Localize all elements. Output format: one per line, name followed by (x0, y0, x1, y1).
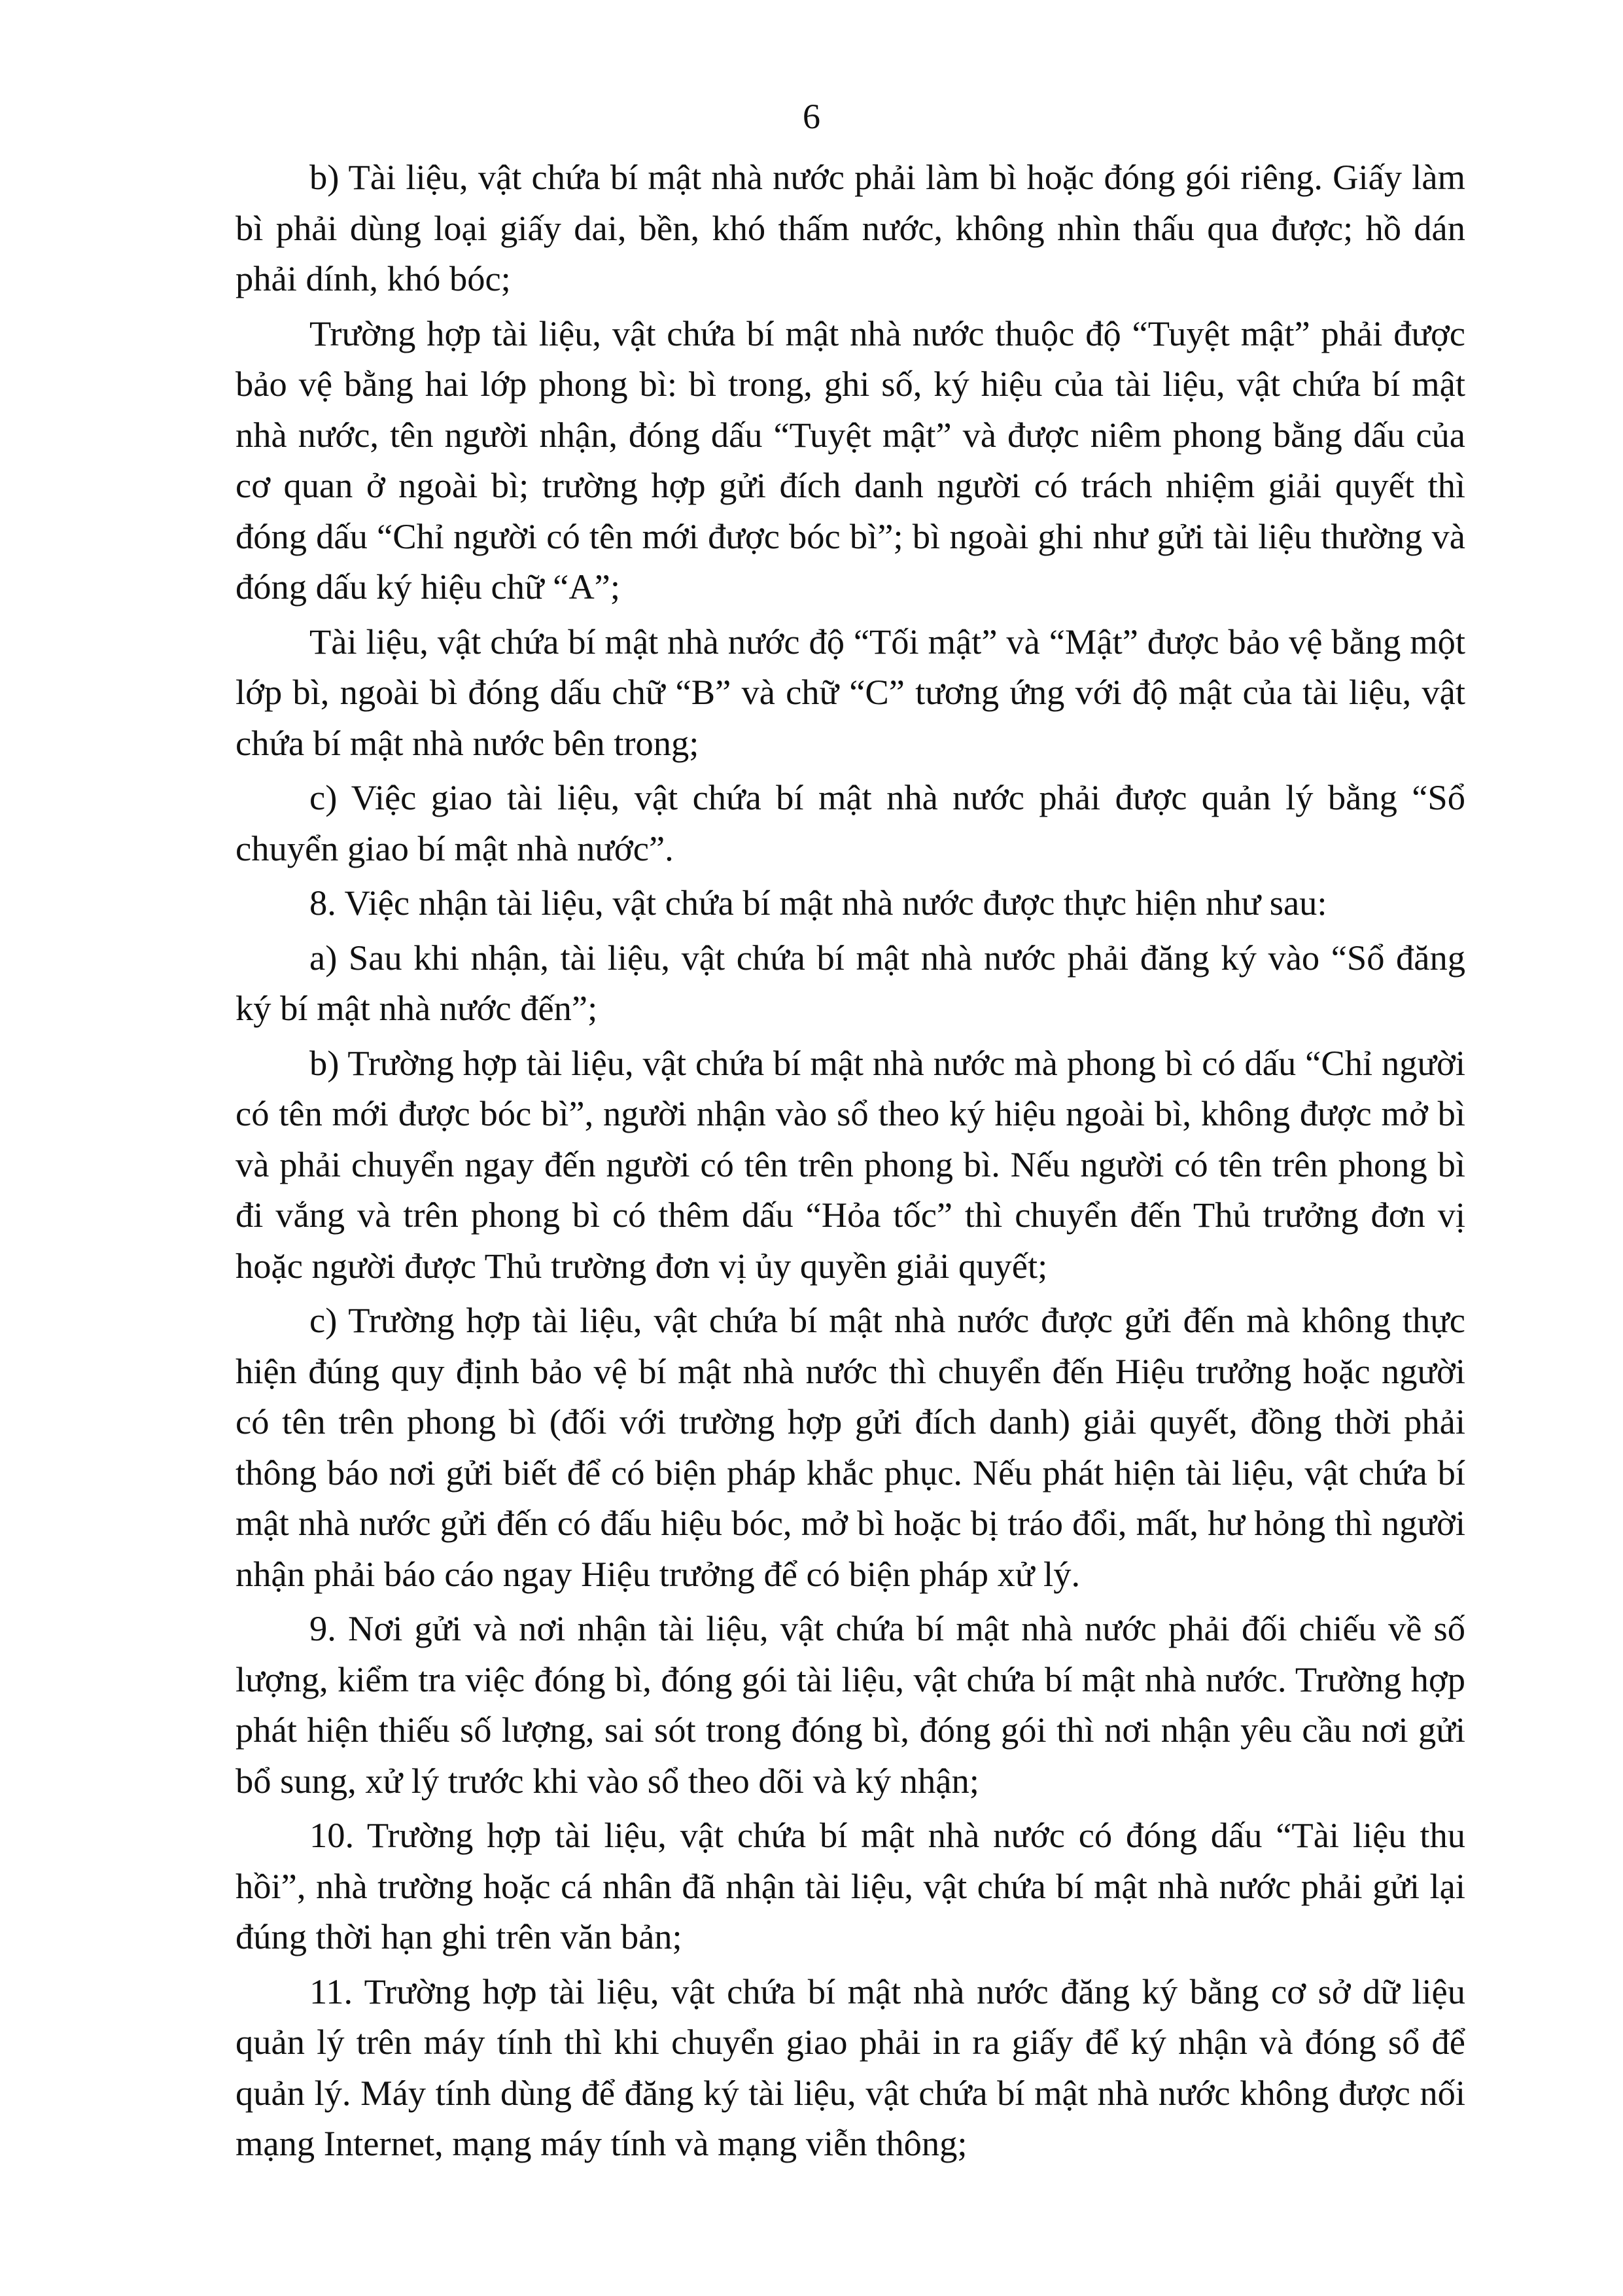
document-body (236, 152, 1465, 2169)
paragraph-9: 9. Nơi gửi và nơi nhận tài liệu, vật chứa bí mật nhà nước phải đối chiếu về số lượng, kiểm tra việc đóng bì, đóng gói tài liệu, vật chứa bí mật nhà nước. Trường hợp phát hiện thiếu số lượng, sai sót trong đóng bì, đóng gói thì nơi nhận yêu cầu nơi gửi bổ sung, xử lý trước khi vào sổ theo dõi và ký nhận; (236, 1608, 1465, 1801)
paragraph-toi-mat: Tài liệu, vật chứa bí mật nhà nước độ “Tối mật” và “Mật” được bảo vệ bằng một lớp bì, ngoài bì đóng dấu chữ “B” và chữ “C” tương ứng với độ mật của tài liệu, vật chứa bí mật nhà nước bên trong; (236, 621, 1465, 763)
paragraph-11: 11. Trường hợp tài liệu, vật chứa bí mật nhà nước đăng ký bằng cơ sở dữ liệu quản lý trên máy tính thì khi chuyển giao phải in ra giấy để ký nhận và đóng sổ để quản lý. Máy tính dùng để đăng ký tài liệu, vật chứa bí mật nhà nước không được nối mạng Internet, mạng máy tính và mạng viễn thông; (236, 1971, 1465, 2163)
paragraph-8c: c) Trường hợp tài liệu, vật chứa bí mật nhà nước được gửi đến mà không thực hiện đúng quy định bảo vệ bí mật nhà nước thì chuyển đến Hiệu trưởng hoặc người có tên trên phong bì (đối với trường hợp gửi đích danh) giải quyết, đồng thời phải thông báo nơi gửi biết để có biện pháp khắc phục. Nếu phát hiện tài liệu, vật chứa bí mật nhà nước gửi đến có đấu hiệu bóc, mở bì hoặc bị tráo đổi, mất, hư hỏng thì người nhận phải báo cáo ngay Hiệu trưởng để có biện pháp xử lý. (236, 1300, 1465, 1594)
paragraph-7b: b) Tài liệu, vật chứa bí mật nhà nước phải làm bì hoặc đóng gói riêng. Giấy làm bì phải dùng loại giấy dai, bền, khó thấm nước, không nhìn thấu qua được; hồ dán phải dính, khó bóc; (236, 157, 1465, 298)
paragraph-8b: b) Trường hợp tài liệu, vật chứa bí mật nhà nước mà phong bì có dấu “Chỉ người có tên mới được bóc bì”, người nhận vào sổ theo ký hiệu ngoài bì, không được mở bì và phải chuyển ngay đến người có tên trên phong bì. Nếu người có tên trên phong bì đi vắng và trên phong bì có thêm dấu “Hỏa tốc” thì chuyển đến Thủ trưởng đơn vị hoặc người được Thủ trường đơn vị ủy quyền giải quyết; (236, 1042, 1465, 1286)
paragraph-7c: c) Việc giao tài liệu, vật chứa bí mật nhà nước phải được quản lý bằng “Sổ chuyển giao bí mật nhà nước”. (236, 777, 1465, 868)
page-number: 6 (803, 97, 820, 136)
paragraph-tuyet-mat: Trường hợp tài liệu, vật chứa bí mật nhà nước thuộc độ “Tuyệt mật” phải được bảo vệ bằng hai lớp phong bì: bì trong, ghi số, ký hiệu của tài liệu, vật chứa bí mật nhà nước, tên người nhận, đóng dấu “Tuyệt mật” và được niêm phong bằng dấu của cơ quan ở ngoài bì; trường hợp gửi đích danh người có trách nhiệm giải quyết thì đóng dấu “Chỉ người có tên mới được bóc bì”; bì ngoài ghi như gửi tài liệu thường và đóng dấu ký hiệu chữ “A”; (236, 313, 1465, 607)
paragraph-8: 8. Việc nhận tài liệu, vật chứa bí mật nhà nước được thực hiện như sau: (309, 883, 1327, 923)
paragraph-10: 10. Trường hợp tài liệu, vật chứa bí mật nhà nước có đóng dấu “Tài liệu thu hồi”, nhà trường hoặc cá nhân đã nhận tài liệu, vật chứa bí mật nhà nước phải gửi lại đúng thời hạn ghi trên văn bản; (236, 1815, 1465, 1956)
paragraph-8a: a) Sau khi nhận, tài liệu, vật chứa bí mật nhà nước phải đăng ký vào “Sổ đăng ký bí mật nhà nước đến”; (236, 937, 1465, 1028)
